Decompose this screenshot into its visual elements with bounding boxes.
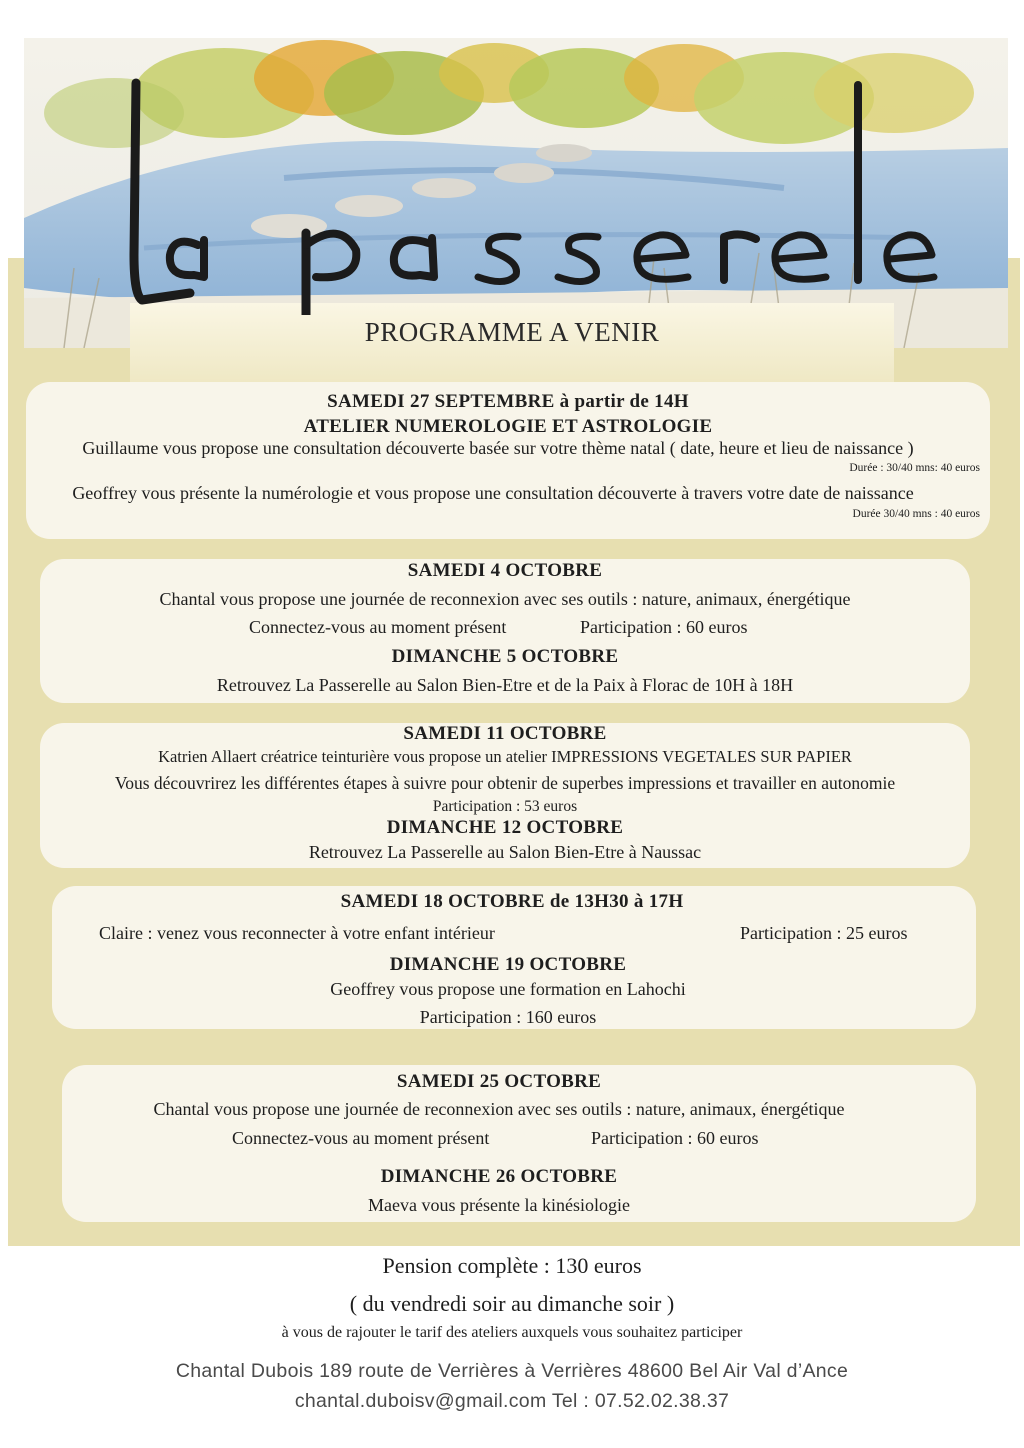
pension-price: Pension complète : 130 euros: [382, 1253, 642, 1278]
event-description: Guillaume vous propose une consultation découverte basée sur votre thème natal ( date, heure et lieu de naissance ): [82, 438, 914, 458]
programme-title: PROGRAMME A VENIR: [364, 317, 660, 347]
event-description: Chantal vous propose une journée de reconnexion avec ses outils : nature, animaux, énergétique: [159, 589, 851, 609]
event-description: Geoffrey vous propose une formation en Lahochi: [330, 979, 686, 999]
event-card-4: [52, 886, 976, 1029]
event-date: DIMANCHE 5 OCTOBRE: [391, 646, 619, 667]
event-description: Vous découvrirez les différentes étapes à suivre pour obtenir de superbes impressions et travailler en autonomie: [114, 773, 896, 793]
contact-email-phone: chantal.duboisv@gmail.com Tel : 07.52.02.38.37: [294, 1390, 730, 1412]
event-card-2: [40, 559, 970, 703]
la-passerelle-logo: [120, 55, 940, 315]
event-description: Chantal vous propose une journée de reconnexion avec ses outils : nature, animaux, énergétique: [153, 1099, 845, 1119]
event-duration: Durée 30/40 mns : 40 euros: [852, 508, 980, 520]
event-description: Claire : venez vous reconnecter à votre enfant intérieur: [99, 923, 495, 943]
event-note: Connectez-vous au moment présent: [249, 617, 507, 637]
event-date: DIMANCHE 12 OCTOBRE: [386, 817, 624, 838]
pension-period: ( du vendredi soir au dimanche soir ): [349, 1291, 675, 1316]
event-date: SAMEDI 4 OCTOBRE: [407, 560, 603, 581]
contact-address: Chantal Dubois 189 route de Verrières à Verrières 48600 Bel Air Val d’Ance: [175, 1360, 849, 1382]
event-price: Participation : 60 euros: [591, 1128, 759, 1148]
event-date: SAMEDI 11 OCTOBRE: [403, 723, 607, 744]
event-date: DIMANCHE 26 OCTOBRE: [380, 1166, 618, 1187]
event-card-3: [40, 723, 970, 868]
event-description: Katrien Allaert créatrice teinturière vous propose un atelier IMPRESSIONS VEGETALES SUR PAPIER: [158, 747, 852, 766]
event-price: Participation : 60 euros: [580, 617, 748, 637]
event-date: SAMEDI 27 SEPTEMBRE à partir de 14H: [327, 391, 689, 412]
event-description: Retrouvez La Passerelle au Salon Bien-Etre à Naussac: [308, 842, 702, 862]
programme-title-band: [130, 303, 894, 383]
pension-note: à vous de rajouter le tarif des ateliers auxquels vous souhaitez participer: [281, 1324, 743, 1341]
event-note: Connectez-vous au moment présent: [232, 1128, 490, 1148]
event-price: Participation : 25 euros: [740, 923, 908, 943]
event-date: DIMANCHE 19 OCTOBRE: [389, 954, 627, 975]
event-duration: Durée : 30/40 mns: 40 euros: [849, 462, 980, 474]
event-card-5: [62, 1065, 976, 1222]
event-date: SAMEDI 18 OCTOBRE de 13H30 à 17H: [340, 891, 684, 912]
event-description: Retrouvez La Passerelle au Salon Bien-Etre et de la Paix à Florac de 10H à 18H: [216, 675, 794, 695]
event-price: Participation : 53 euros: [432, 798, 578, 815]
event-price: Participation : 160 euros: [419, 1007, 597, 1027]
event-date: SAMEDI 25 OCTOBRE: [396, 1071, 602, 1092]
event-description: Maeva vous présente la kinésiologie: [368, 1195, 630, 1215]
event-title: ATELIER NUMEROLOGIE ET ASTROLOGIE: [303, 416, 713, 437]
event-description: Geoffrey vous présente la numérologie et vous propose une consultation découverte à travers votre date de naissance: [72, 483, 914, 503]
event-card-1: [26, 382, 990, 539]
